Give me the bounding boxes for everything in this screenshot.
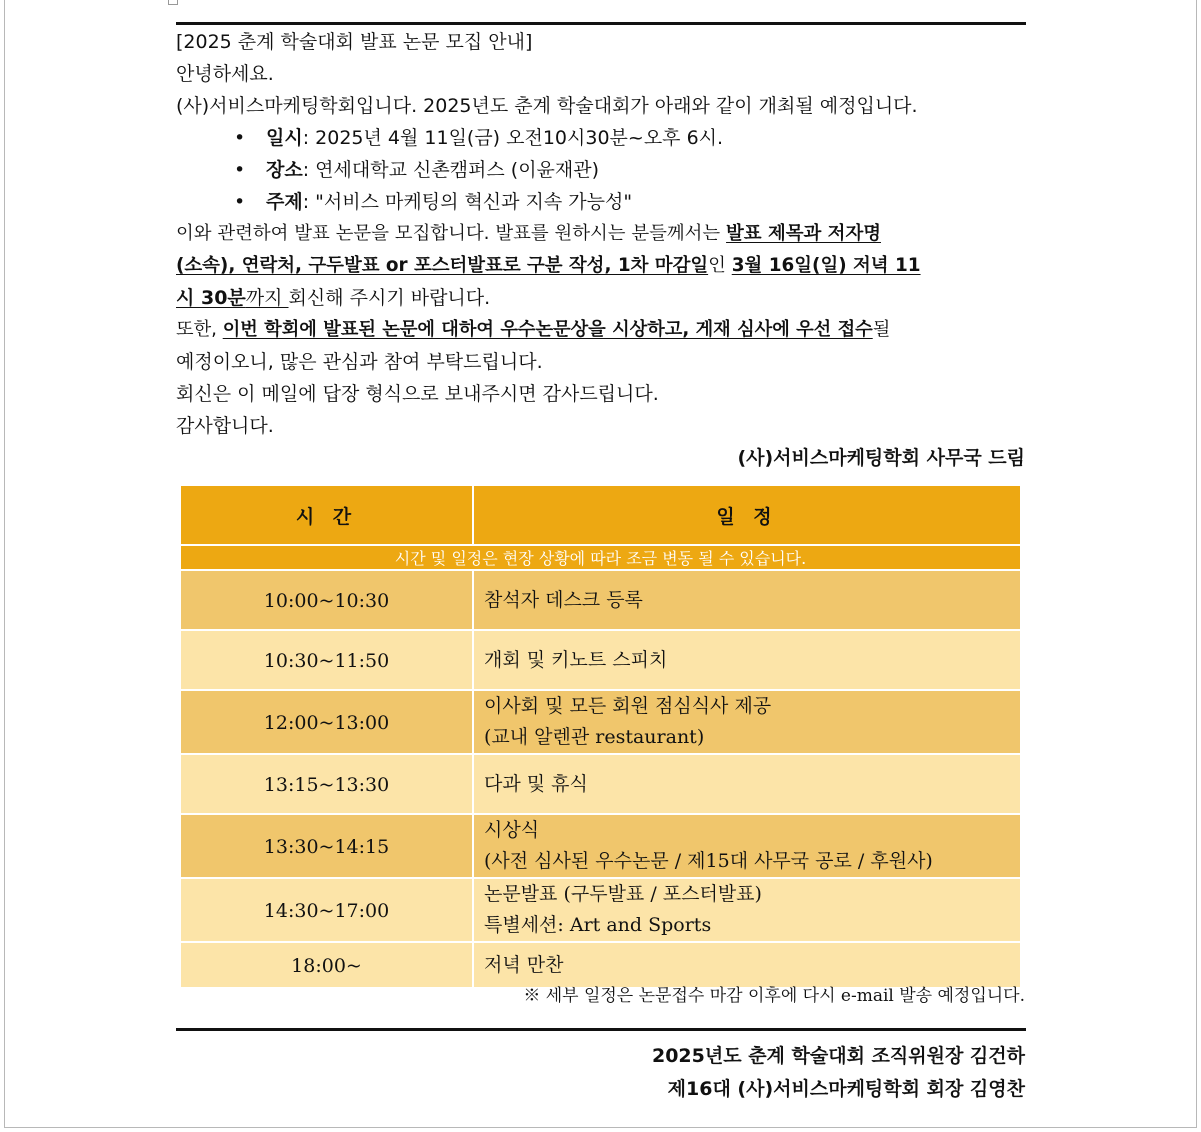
table-row xyxy=(180,754,1021,814)
top-rule xyxy=(176,22,1026,25)
event-line: 개회 및 키노트 스피치 xyxy=(484,648,668,671)
row-time: 14:30~17:00 xyxy=(180,878,473,942)
event-line: (교내 알렌관 restaurant) xyxy=(484,726,705,748)
table-row xyxy=(180,878,1021,942)
row-event xyxy=(473,814,1021,878)
row-event xyxy=(473,690,1021,754)
call-line-3 xyxy=(176,286,490,310)
call-text: 까지 xyxy=(245,287,289,309)
event-line: 논문발표 (구두발표 / 포스터발표) xyxy=(484,883,762,905)
event-line: 저녁 만찬 xyxy=(484,953,564,976)
detail-value: : 연세대학교 신촌캠퍼스 (이윤재관) xyxy=(302,159,600,181)
schedule-footnote: ※ 세부 일정은 논문접수 마감 이후에 다시 e-mail 발송 예정입니다. xyxy=(523,986,1025,1006)
call-text: 회신해 주시기 바랍니다. xyxy=(288,287,491,309)
signature-president: 제16대 (사)서비스마케팅학회 회장 김영찬 xyxy=(667,1078,1025,1100)
row-event xyxy=(473,754,1021,814)
award-line-2: 예정이오니, 많은 관심과 참여 부탁드립니다. xyxy=(176,351,543,373)
schedule-notice: 시간 및 일정은 현장 상황에 따라 조금 변동 될 수 있습니다. xyxy=(180,545,1021,570)
row-time: 13:15~13:30 xyxy=(180,754,473,814)
call-deadline: 3월 16일(일) 저녁 11 xyxy=(731,255,921,276)
detail-label: 일시 xyxy=(266,127,303,149)
row-time: 10:30~11:50 xyxy=(180,630,473,690)
event-line: (사전 심사된 우수논문 / 제15대 사무국 공로 / 후원사) xyxy=(484,850,933,872)
row-event xyxy=(473,942,1021,988)
bullet: • xyxy=(234,127,246,149)
row-event xyxy=(473,570,1021,630)
thanks-line: 감사합니다. xyxy=(176,415,274,437)
bottom-rule xyxy=(176,1028,1026,1031)
schedule-notice-row xyxy=(180,545,1021,570)
table-row xyxy=(180,690,1021,754)
table-row xyxy=(180,630,1021,690)
ruler-tick xyxy=(168,0,178,5)
signature-chair: 2025년도 춘계 학술대회 조직위원장 김건하 xyxy=(651,1045,1025,1067)
row-time: 13:30~14:15 xyxy=(180,814,473,878)
call-line-1 xyxy=(176,222,881,246)
event-line: 참석자 데스크 등록 xyxy=(484,588,643,611)
greeting: 안녕하세요. xyxy=(176,63,274,85)
award-text: 또한, xyxy=(176,319,223,340)
event-line: 시상식 xyxy=(484,819,540,841)
bullet: • xyxy=(234,191,246,213)
call-line-2 xyxy=(176,254,921,278)
award-line-1 xyxy=(176,318,890,342)
detail-label: 주제 xyxy=(266,191,303,213)
call-emphasis: 발표 제목과 저자명 xyxy=(726,223,881,244)
row-time: 10:00~10:30 xyxy=(180,570,473,630)
call-deadline: 시 30분 xyxy=(176,287,246,309)
call-emphasis: (소속), 연락처, 구두발표 or 포스터발표로 구분 작성, 1차 마감일 xyxy=(176,255,709,276)
detail-date xyxy=(266,126,723,150)
call-text: 인 xyxy=(708,255,732,276)
table-row xyxy=(180,570,1021,630)
intro: (사)서비스마케팅학회입니다. 2025년도 춘계 학술대회가 아래와 같이 개최될 예정입니다. xyxy=(176,95,918,117)
reply-line: 회신은 이 메일에 답장 형식으로 보내주시면 감사드립니다. xyxy=(176,383,659,405)
table-row xyxy=(180,942,1021,988)
row-event xyxy=(473,878,1021,942)
event-line: 다과 및 휴식 xyxy=(484,772,588,795)
award-text: 될 xyxy=(872,319,891,340)
call-text: 이와 관련하여 발표 논문을 모집합니다. 발표를 원하시는 분들께서는 xyxy=(176,223,727,244)
schedule-header xyxy=(180,485,1021,545)
row-event xyxy=(473,630,1021,690)
table-row xyxy=(180,814,1021,878)
notice-title: [2025 춘계 학술대회 발표 논문 모집 안내] xyxy=(176,31,533,53)
bullet: • xyxy=(234,159,246,181)
event-line: 이사회 및 모든 회원 점심식사 제공 xyxy=(484,695,772,717)
row-time: 12:00~13:00 xyxy=(180,690,473,754)
event-line: 특별세션: Art and Sports xyxy=(484,914,712,936)
detail-value: : 2025년 4월 11일(금) 오전10시30분~오후 6시. xyxy=(302,127,724,149)
award-emphasis: 이번 학회에 발표된 논문에 대하여 우수논문상을 시상하고, 게재 심사에 우선 접수 xyxy=(222,319,873,340)
detail-place xyxy=(266,158,599,182)
header-time: 시 간 xyxy=(180,485,473,545)
detail-value: : "서비스 마케팅의 혁신과 지속 가능성" xyxy=(302,191,633,213)
row-time: 18:00~ xyxy=(180,942,473,988)
detail-label: 장소 xyxy=(266,159,303,181)
schedule-table xyxy=(179,484,1022,989)
detail-theme xyxy=(266,190,632,214)
sender: (사)서비스마케팅학회 사무국 드림 xyxy=(737,447,1025,469)
header-event: 일 정 xyxy=(473,485,1021,545)
